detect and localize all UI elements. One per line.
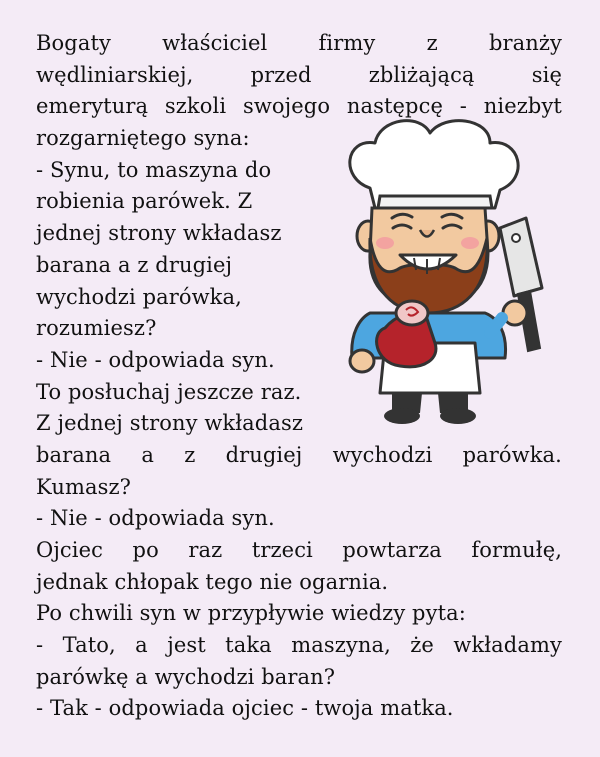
joke-word: trzeci xyxy=(251,538,313,562)
joke-line: wychodzi parówka, xyxy=(36,284,242,309)
joke-word: a xyxy=(135,633,148,658)
joke-word: powtarza xyxy=(342,538,442,562)
chef-hat-icon xyxy=(350,121,518,208)
joke-word: niezbyt xyxy=(483,94,562,119)
joke-word: się xyxy=(531,62,562,87)
joke-word: barana xyxy=(36,442,112,467)
joke-line: Kumasz? xyxy=(36,474,131,499)
joke-word: wędliniarskiej, xyxy=(36,62,194,87)
joke-word: taka xyxy=(225,633,272,658)
joke-word: drugiej xyxy=(225,442,303,467)
joke-line: - Tak - odpowiada ojciec - twoja matka. xyxy=(36,696,454,721)
joke-word: zbliżającą xyxy=(368,62,475,87)
joke-line xyxy=(36,60,562,92)
joke-word: branży xyxy=(488,31,562,55)
joke-word: firmy xyxy=(318,31,376,55)
joke-word: przed xyxy=(250,62,312,87)
joke-word: a xyxy=(141,442,154,467)
joke-word: następcę xyxy=(346,94,443,119)
joke-word: emeryturą xyxy=(36,94,149,119)
joke-word: szkoli xyxy=(164,94,227,119)
joke-line xyxy=(36,535,562,567)
joke-line: Po chwili syn w przypływie wiedzy pyta: xyxy=(36,601,466,626)
joke-line: - Synu, to maszyna do xyxy=(36,157,272,182)
joke-word: wkładamy xyxy=(453,633,562,658)
joke-word: że xyxy=(410,633,434,658)
joke-line: - Nie - odpowiada syn. xyxy=(36,347,275,372)
ham-icon xyxy=(377,301,436,367)
joke-word: wychodzi xyxy=(332,442,433,467)
joke-line: barana a z drugiej xyxy=(36,252,233,277)
joke-word: parówka. xyxy=(462,442,562,467)
cleaver-icon xyxy=(500,218,542,351)
joke-line: robienia parówek. Z xyxy=(36,189,253,214)
joke-word: Ojciec xyxy=(36,538,103,562)
joke-line: rozumiesz? xyxy=(36,316,157,341)
joke-line xyxy=(36,630,562,662)
joke-word: - xyxy=(36,633,44,658)
joke-line: - Nie - odpowiada syn. xyxy=(36,506,275,531)
joke-line xyxy=(36,440,562,472)
joke-word: formułę, xyxy=(471,538,562,562)
joke-word: z xyxy=(184,442,196,467)
joke-line: Z jednej strony wkładasz xyxy=(36,411,303,436)
joke-word: właściciel xyxy=(162,31,268,55)
joke-word: raz xyxy=(188,538,223,562)
joke-line: jednak chłopak tego nie ogarnia. xyxy=(36,569,389,594)
joke-line: parówkę a wychodzi baran? xyxy=(36,664,336,689)
chef-with-cleaver-and-ham-icon xyxy=(330,118,550,428)
joke-line: jednej strony wkładasz xyxy=(36,221,282,246)
joke-word: maszyna, xyxy=(291,633,391,658)
joke-word: Bogaty xyxy=(36,31,111,55)
joke-line xyxy=(36,28,562,60)
joke-word: Tato, xyxy=(62,633,116,658)
joke-word: z xyxy=(426,31,438,55)
joke-word: jest xyxy=(167,633,206,658)
joke-line: rozgarniętego syna: xyxy=(36,126,250,151)
joke-word: - xyxy=(459,94,467,119)
joke-word: swojego xyxy=(242,94,331,119)
joke-word: po xyxy=(132,538,159,562)
joke-line: To posłuchaj jeszcze raz. xyxy=(36,379,302,404)
